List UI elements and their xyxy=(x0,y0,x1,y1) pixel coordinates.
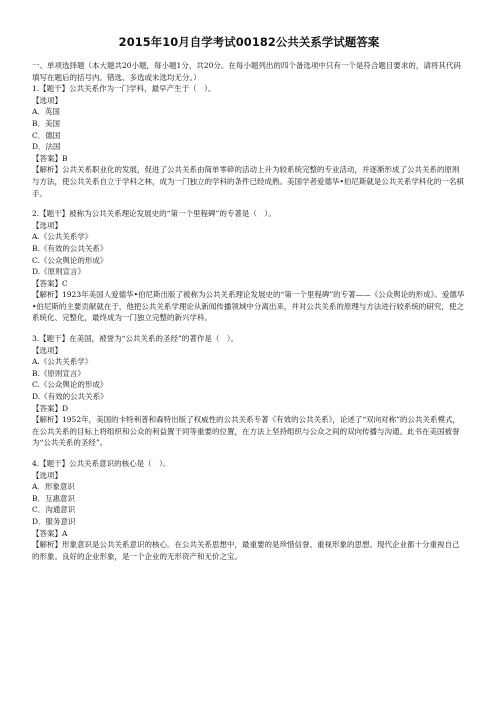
option: B．互惠意识 xyxy=(32,493,76,503)
option: C.《公众舆论的形成》 xyxy=(32,380,108,390)
option: A.《公共关系学》 xyxy=(32,357,93,367)
option: C．沟通意识 xyxy=(32,505,76,515)
options-label: 【选项】 xyxy=(32,345,62,355)
question-stem: 1.【题干】公共关系作为一门学科，最早产生于（ ）。 xyxy=(32,84,216,94)
page-title: 2015年10月自学考试00182公共关系学试题答案 xyxy=(118,35,380,49)
answer: 【答案】D xyxy=(32,403,69,413)
option: D．法国 xyxy=(32,142,61,152)
question-block xyxy=(32,83,466,199)
option: A．英国 xyxy=(32,107,60,117)
analysis: 【解析】1923年美国人爱德华•伯尼斯出版了被称为公共关系理论发展史的“第一个里程碑”的专著——《公众舆论的形成》。爱德华•伯尼斯的主要贡献就在于，他把公共关系学理论从新闻传播领域中分离出来，并对公共关系的原理与方法进行较系统的研究，使之系统化、完整化，最终成为一门独立完整的新兴学科。 xyxy=(32,290,465,323)
option: D.《有效的公共关系》 xyxy=(32,392,108,402)
section-intro: 一、单项选择题（本大题共20小题，每小题1分，共20分。在每小题列出的四个备选项中只有一个是符合题目要求的，请将其代码填写在题后的括号内。错选、多选或未选均无分。） xyxy=(32,61,461,82)
analysis: 【解析】形象意识是公共关系意识的核心。在公共关系思想中，最重要的是珍惜信誉、重视形象的思想。现代企业都十分重视自己的形象。良好的企业形象，是一个企业的无形资产和无价之宝。 xyxy=(32,540,460,561)
option: A.《公共关系学》 xyxy=(32,232,93,242)
option: B．美国 xyxy=(32,118,61,128)
question-stem: 2.【题干】被称为公共关系理论发展史的“第一个里程碑”的专著是（ ）。 xyxy=(32,209,276,219)
answer: 【答案】C xyxy=(32,278,68,288)
answer: 【答案】B xyxy=(32,153,68,163)
option: B.《原则宣言》 xyxy=(32,368,85,378)
option: B.《有效的公共关系》 xyxy=(32,243,108,253)
question-block xyxy=(32,333,466,449)
options-label: 【选项】 xyxy=(32,470,62,480)
option: C.《公众舆论的形成》 xyxy=(32,255,108,265)
analysis: 【解析】公共关系职业化的发展，促进了公共关系由简单零碎的活动上升为较系统完整的专业活动，并逐渐形成了公共关系的原则与方法，使公共关系自立于学科之林，成为一门独立的学科的条件已经成熟。美国学者爱德华•伯尼斯就是公共关系学科化的一名棋手。 xyxy=(32,165,464,198)
question-block xyxy=(32,208,466,324)
option: C．德国 xyxy=(32,130,61,140)
question-stem: 3.【题干】在美国，被誉为“公共关系的圣经”的著作是（ ）。 xyxy=(32,334,239,344)
options-label: 【选项】 xyxy=(32,220,62,230)
option: D．服务意识 xyxy=(32,516,76,526)
question-stem: 4.【题干】公共关系意识的核心是（ ）。 xyxy=(32,459,171,468)
analysis: 【解析】1952年，美国的卡特利普和森特出版了权威性的公共关系专著《有效的公共关系》，论述了“双向对称”的公共关系模式，在公共关系的目标上将组织和公众的利益置于同等重要的位置，在方法上坚持组织与公众之间的双向传播与沟通。此书在美国被誉为“公共关系的圣经”。 xyxy=(32,415,461,448)
answer: 【答案】A xyxy=(32,528,68,538)
question-block xyxy=(32,458,466,562)
options-label: 【选项】 xyxy=(32,95,62,105)
option: A．形象意识 xyxy=(32,482,75,492)
option: D.《原则宣言》 xyxy=(32,267,86,277)
